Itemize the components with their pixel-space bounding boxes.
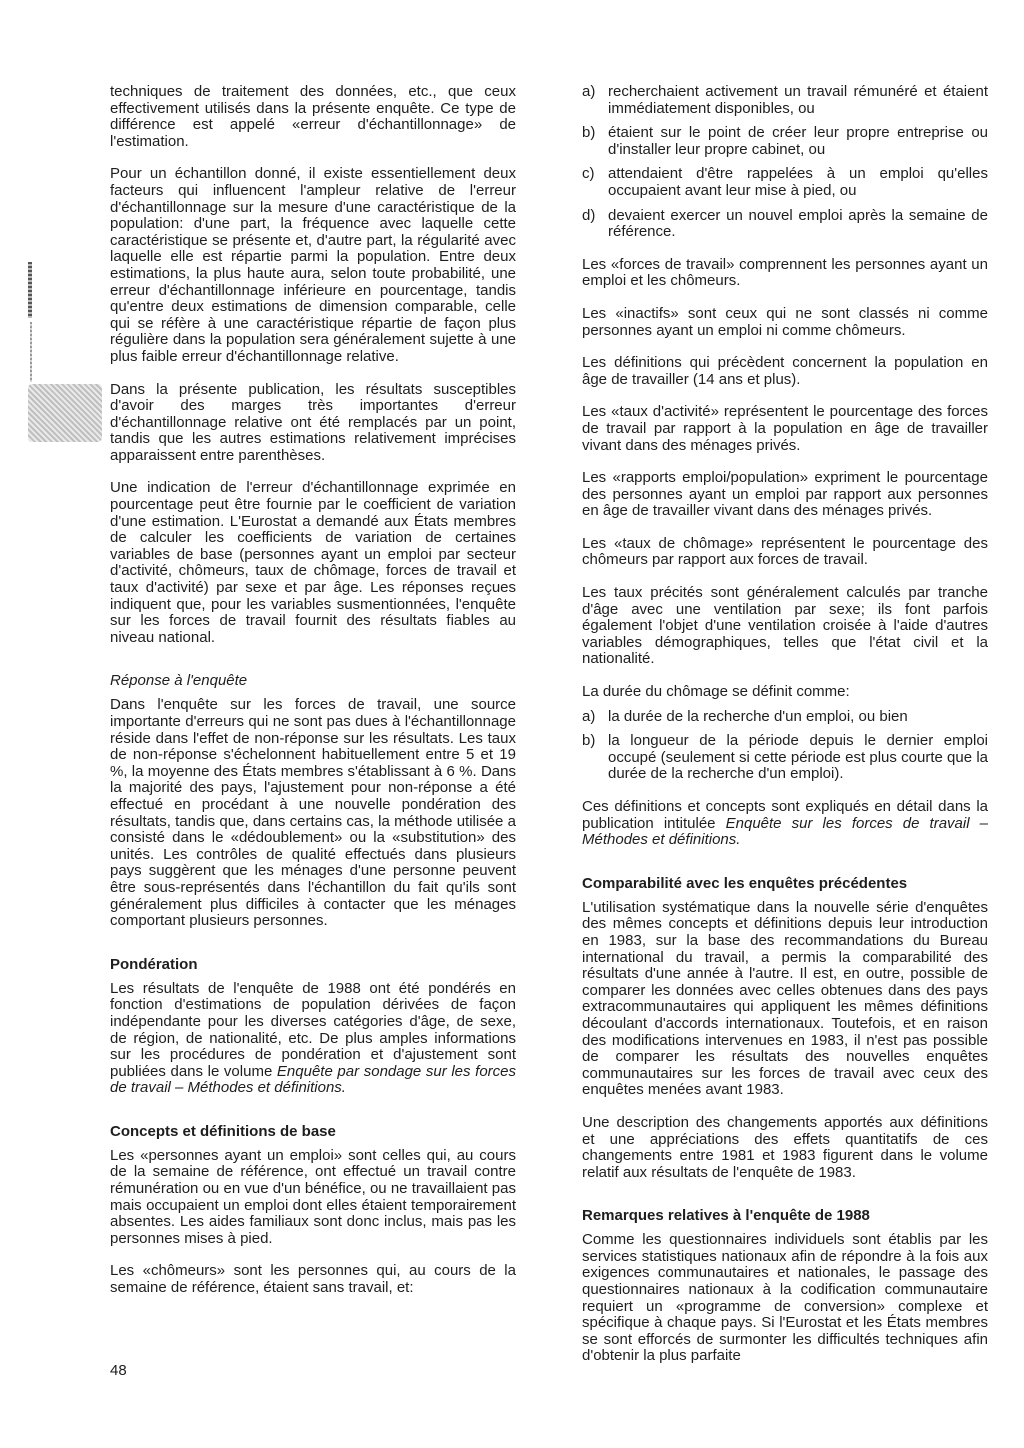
section-heading-remarques: Remarques relatives à l'enquête de 1988 xyxy=(582,1207,870,1225)
list-marker: b) xyxy=(582,124,596,142)
list-item xyxy=(582,166,988,199)
paragraph: Dans l'enquête sur les forces de travail, une source importante d'erreurs qui ne sont pas dues à l'échantillonnage réside dans l'effet de non-réponse sur les résultats. Les taux de non-réponse s'échelonnent habituellement entre 5 et 19 %, la moyenne des États membres s'établissant à 6 %. Dans la majorité des pays, l'ajustement pour non-réponse a été effectué en procédant à une nouvelle pondération des résultats, tandis que, dans certains cas, la méthode utilisée a consisté dans le «dédoublement» ou la «substitution» des unités. Les contrôles de qualité effectués dans plusieurs pays suggèrent que les ménages d'une personne peuvent être sous-représentés dans l'échantillon du fait qu'ils sont généralement plus difficiles à contacter que les ménages comportant plusieurs personnes. xyxy=(110,696,516,930)
section-heading-concepts: Concepts et définitions de base xyxy=(110,1122,336,1140)
scan-artifact-bar xyxy=(28,262,32,318)
list-text: la durée de la recherche d'un emploi, ou bien xyxy=(608,707,908,725)
unemployed-criteria-list xyxy=(582,84,988,241)
paragraph: Les «taux d'activité» représentent le pourcentage des forces de travail par rapport à la population en âge de travailler vivant dans des ménages privés. xyxy=(582,403,988,454)
right-column xyxy=(582,84,988,1381)
paragraph: Les définitions qui précèdent concernent la population en âge de travailler (14 ans et plus). xyxy=(582,354,988,388)
left-column xyxy=(110,84,516,1313)
list-item xyxy=(582,709,988,726)
paragraph xyxy=(110,981,516,1097)
paragraph: Une indication de l'erreur d'échantillonnage exprimée en pourcentage peut être fournie par le coefficient de variation d'une estimation. L'Eurostat a demandé aux États membres de calculer les coefficients de variation de certaines variables de base (personnes ayant un emploi par secteur d'activité, chômeurs, taux de chômage, forces de travail et taux d'activité) par sexe et par âge. Les réponses reçues indiquent que, pour les variables susmentionnées, l'enquête sur les forces de travail fournit des résultats fiables au niveau national. xyxy=(110,479,516,646)
list-text: la longueur de la période depuis le dernier emploi occupé (seulement si cette période est plus courte que la durée de la recherche d'un emploi). xyxy=(608,732,988,783)
section-heading-comparabilite: Comparabilité avec les enquêtes précédentes xyxy=(582,874,908,892)
paragraph: Une description des changements apportés aux définitions et une appréciations des effets quantitatifs de ces changements entre 1981 et 1983 figurent dans le volume relatif aux résultats de l'enquête de 1983. xyxy=(582,1113,988,1181)
paragraph: techniques de traitement des données, etc., que ceux effectivement utilisés dans la présente enquête. Ce type de différence est appelé «erreur d'échantillonnage» de l'estimation. xyxy=(110,83,516,150)
list-marker: a) xyxy=(582,83,596,100)
section-heading-reponse: Réponse à l'enquête xyxy=(110,672,248,690)
scan-artifact-smudge xyxy=(28,384,102,442)
publication-title: Enquête par sondage sur les forces de travail – Méthodes et définitions. xyxy=(110,1062,516,1097)
paragraph-text: Ces définitions et concepts sont expliqués en détail dans la publication intitulée xyxy=(582,798,988,832)
list-text: devaient exercer un nouvel emploi après la semaine de référence. xyxy=(608,206,988,241)
paragraph: Comme les questionnaires individuels sont établis par les services statistiques nationaux afin de répondre à la fois aux exigences communautaires et nationales, le passage des questionnaires nationaux à la codification communautaire requiert un «programme de conversion» complexe et spécifique à chaque pays. Si l'Eurostat et les États membres se sont efforcés de surmonter les difficultés techniques afin d'obtenir la plus parfaite xyxy=(582,1231,988,1365)
list-item xyxy=(582,208,988,241)
list-marker: b) xyxy=(582,732,596,750)
paragraph: Les taux précités sont généralement calculés par tranche d'âge avec une ventilation par sexe; ils font parfois également l'objet d'une ventilation croisée à l'aide d'autres variables démographiques, telles que l'état civil et la nationalité. xyxy=(582,584,988,668)
list-item xyxy=(582,733,988,783)
paragraph: Dans la présente publication, les résultats susceptibles d'avoir des marges très importantes d'erreur d'échantillonnage relative ont été remplacés par un point, tandis que les autres estimations relativement imprécises apparaissent entre parenthèses. xyxy=(110,380,516,464)
list-item xyxy=(582,84,988,117)
list-marker: c) xyxy=(582,165,595,183)
paragraph xyxy=(582,799,988,849)
publication-title: Enquête sur les forces de travail – Méthodes et définitions. xyxy=(582,814,989,849)
list-text: attendaient d'être rappelées à un emploi qu'elles occupaient avant leur mise à pied, ou xyxy=(608,165,988,199)
list-marker: a) xyxy=(582,707,596,725)
paragraph: Les «taux de chômage» représentent le pourcentage des chômeurs par rapport aux forces de travail. xyxy=(582,534,988,569)
section-heading-ponderation: Pondération xyxy=(110,955,198,973)
paragraph: Les «chômeurs» sont les personnes qui, au cours de la semaine de référence, étaient sans travail, et: xyxy=(110,1262,516,1297)
paragraph: Pour un échantillon donné, il existe essentiellement deux facteurs qui influencent l'ampleur relative de l'erreur d'échantillonnage sur la mesure d'une caractéristique de la population: d'une part, la fréquence avec laquelle cette caractéristique se présente et, d'autre part, la régularité avec laquelle elle est répartie parmi la population. Entre deux estimations, la plus haute aura, selon toute probabilité, une erreur d'échantillonnage inférieure en pourcentage, tandis qu'entre deux estimations de dimension comparable, celle qui se réfère à une caractéristique répartie de façon plus régulière dans la population sera généralement sujette à une plus faible erreur d'échantillonnage relative. xyxy=(110,165,516,365)
duration-list xyxy=(582,709,988,783)
paragraph: La durée du chômage se définit comme: xyxy=(582,683,850,701)
paragraph: Les «rapports emploi/population» expriment le pourcentage des personnes ayant un emploi par rapport aux personnes en âge de travailler vivant dans des ménages privés. xyxy=(582,469,988,520)
page-number: 48 xyxy=(110,1362,127,1379)
list-text: recherchaient activement un travail rémunéré et étaient immédiatement disponibles, ou xyxy=(608,83,988,117)
paragraph: L'utilisation systématique dans la nouvelle série d'enquêtes des mêmes concepts et définitions depuis leur introduction en 1983, sur la base des recommandations du Bureau international du travail, a permis la comparabilité des résultats d'une année à l'autre. Il est, en outre, possible de comparer les données avec celles obtenues dans des pays extracommunautaires qui appliquent les mêmes définitions découlant d'accords internationaux. Toutefois, et en raison des modifications intervenues en 1983, il n'est pas possible de comparer les résultats des nouvelles enquêtes communautaires sur les forces de travail avec ceux des enquêtes menées avant 1983. xyxy=(582,898,988,1099)
scan-artifact-line xyxy=(30,322,32,382)
paragraph: Les «personnes ayant un emploi» sont celles qui, au cours de la semaine de référence, ont effectué un travail contre rémunération ou en vue d'un bénéfice, ou ne travaillaient pas mais occupaient un emploi dont elles étaient temporairement absentes. Les aides familiaux sont donc inclus, mais pas les personnes mises à pied. xyxy=(110,1146,516,1247)
paragraph: Les «inactifs» sont ceux qui ne sont classés ni comme personnes ayant un emploi ni comme chômeurs. xyxy=(582,304,988,339)
list-marker: d) xyxy=(582,206,596,224)
list-item xyxy=(582,125,988,158)
list-text: étaient sur le point de créer leur propre entreprise ou d'installer leur propre cabinet, ou xyxy=(608,124,988,158)
paragraph: Les «forces de travail» comprennent les personnes ayant un emploi et les chômeurs. xyxy=(582,255,988,290)
paragraph-text: Les résultats de l'enquête de 1988 ont été pondérés en fonction d'estimations de population dérivées de façon indépendante pour les diverses catégories d'âge, de sexe, de région, de nationalité, etc. De plus amples informations sur les procédures de pondération et d'ajustement sont publiées dans le volume xyxy=(110,979,516,1080)
